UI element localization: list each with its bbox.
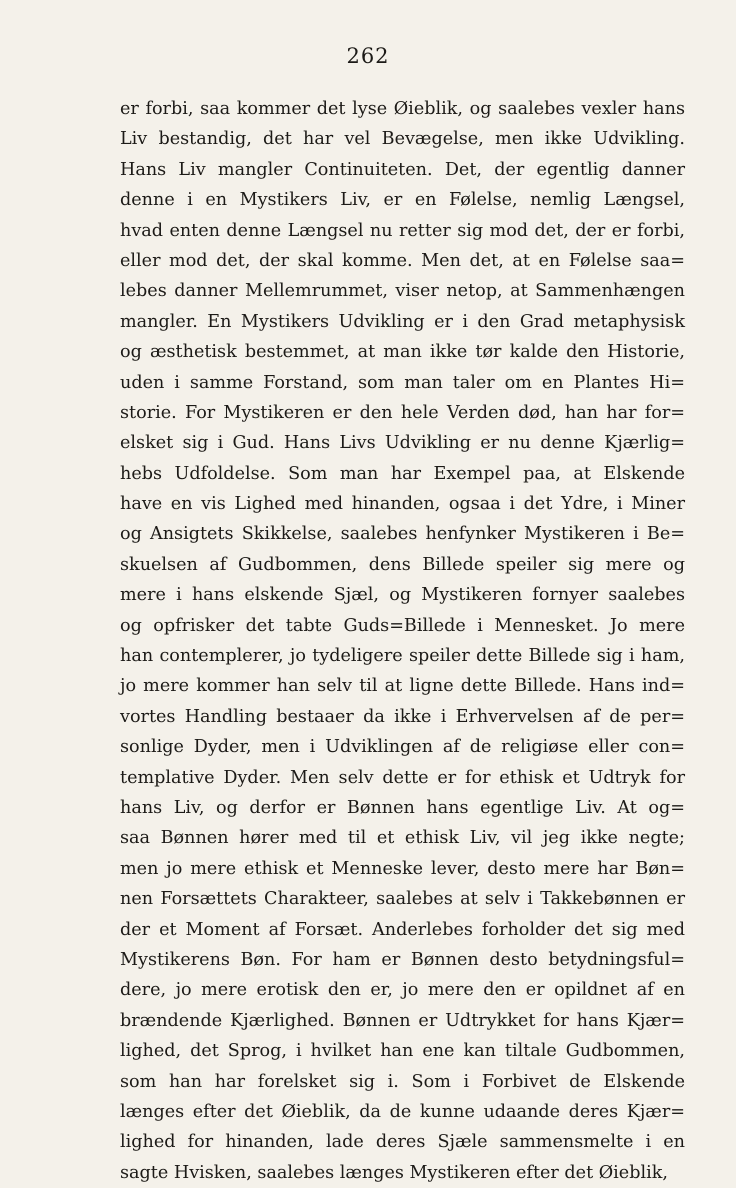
text-line: uden i samme Forstand, som man taler om en Plantes Hi= bbox=[120, 372, 685, 393]
text-line: jo mere kommer han selv til at ligne dette Billede. Hans ind= bbox=[120, 676, 685, 697]
text-line: og æsthetisk bestemmet, at man ikke tør kalde den Historie, bbox=[120, 342, 685, 363]
text-line: Liv bestandig, det har vel Bevægelse, men ikke Udvikling. bbox=[120, 129, 685, 150]
text-line: eller mod det, der skal komme. Men det, at en Følelse saa= bbox=[120, 250, 685, 271]
text-line: men jo mere ethisk et Menneske lever, desto mere har Bøn= bbox=[120, 858, 685, 879]
text-line: templative Dyder. Men selv dette er for ethisk et Udtryk for bbox=[120, 767, 685, 788]
text-line: er forbi, saa kommer det lyse Øieblik, og saalebes vexler hans bbox=[120, 99, 685, 119]
text-line: lighed, det Sprog, i hvilket han ene kan tiltale Gudbommen, bbox=[120, 1041, 685, 1062]
text-line: brændende Kjærlighed. Bønnen er Udtrykket for hans Kjær= bbox=[120, 1010, 685, 1031]
text-line: hans Liv, og derfor er Bønnen hans egentlige Liv. At og= bbox=[120, 797, 685, 818]
text-line: sonlige Dyder, men i Udviklingen af de religiøse eller con= bbox=[120, 737, 685, 758]
text-line: skuelsen af Gudbommen, dens Billede speiler sig mere og bbox=[120, 554, 685, 575]
text-line: mangler. En Mystikers Udvikling er i den Grad metaphysisk bbox=[120, 311, 685, 332]
text-line: og Ansigtets Skikkelse, saalebes henfynker Mystikeren i Be= bbox=[120, 524, 685, 545]
text-line: saa Bønnen hører med til et ethisk Liv, vil jeg ikke negte; bbox=[120, 828, 685, 849]
text-line: Hans Liv mangler Continuiteten. Det, der egentlig danner bbox=[120, 159, 685, 180]
text-line: han contemplerer, jo tydeligere speiler dette Billede sig i ham, bbox=[120, 646, 685, 667]
text-line: der et Moment af Forsæt. Anderlebes forholder det sig med bbox=[120, 919, 685, 940]
text-line: nen Forsættets Charakteer, saalebes at selv i Takkebønnen er bbox=[120, 889, 685, 910]
text-line: længes efter det Øieblik, da de kunne udaande deres Kjær= bbox=[120, 1101, 685, 1122]
text-line: denne i en Mystikers Liv, er en Følelse, nemlig Længsel, bbox=[120, 190, 685, 211]
text-line: Mystikerens Bøn. For ham er Bønnen desto betydningsful= bbox=[120, 949, 685, 970]
text-line: elsket sig i Gud. Hans Livs Udvikling er nu denne Kjærlig= bbox=[120, 433, 685, 454]
page-number: 262 bbox=[346, 44, 390, 68]
text-line: sagte Hvisken, saalebes længes Mystikeren efter det Øieblik, bbox=[120, 1162, 668, 1183]
text-line: hebs Udfoldelse. Som man har Exempel paa, at Elskende bbox=[120, 463, 685, 484]
text-line: lighed for hinanden, lade deres Sjæle sammensmelte i en bbox=[120, 1132, 685, 1153]
text-line: have en vis Lighed med hinanden, ogsaa i det Ydre, i Miner bbox=[120, 494, 685, 515]
text-line: mere i hans elskende Sjæl, og Mystikeren fornyer saalebes bbox=[120, 585, 685, 606]
text-line: storie. For Mystikeren er den hele Verden død, han har for= bbox=[120, 402, 685, 423]
text-line: og opfrisker det tabte Guds=Billede i Mennesket. Jo mere bbox=[120, 615, 685, 636]
body-text bbox=[120, 94, 685, 1188]
text-line: lebes danner Mellemrummet, viser netop, at Sammenhængen bbox=[120, 281, 685, 302]
text-line: dere, jo mere erotisk den er, jo mere den er opildnet af en bbox=[120, 980, 685, 1001]
text-line: vortes Handling bestaaer da ikke i Erhvervelsen af de per= bbox=[120, 706, 685, 727]
text-line: som han har forelsket sig i. Som i Forbivet de Elskende bbox=[120, 1071, 685, 1092]
text-line: hvad enten denne Længsel nu retter sig mod det, der er forbi, bbox=[120, 220, 685, 241]
